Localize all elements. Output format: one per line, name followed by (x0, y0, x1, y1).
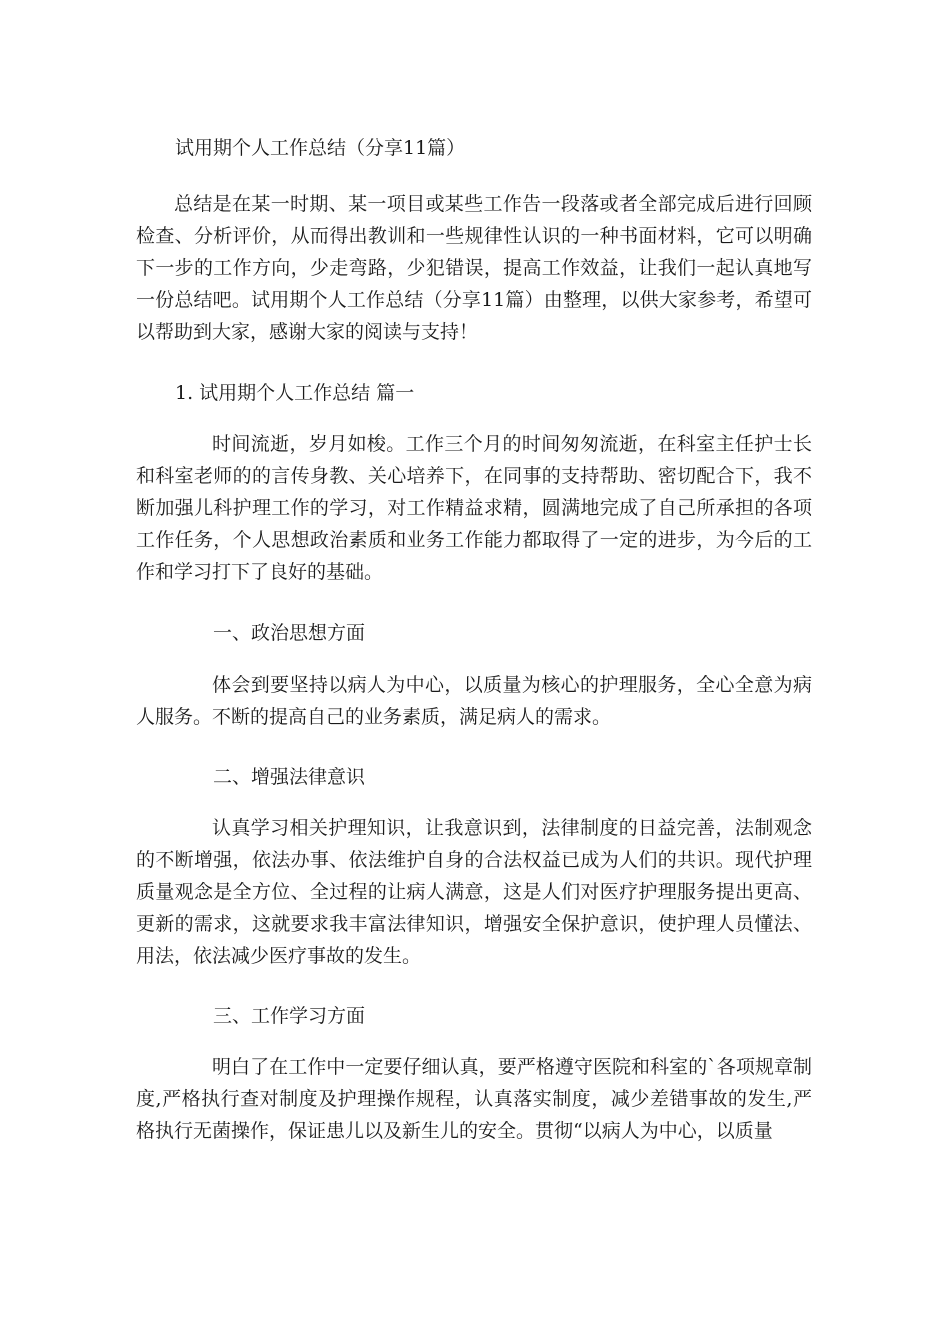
heading-work-study: 三、工作学习方面 (213, 1005, 366, 1027)
heading-legal-awareness: 二、增强法律意识 (213, 766, 366, 788)
political-thought-paragraph: 体会到要坚持以病人为中心，以质量为核心的护理服务，全心全意为病人服务。不断的提高自己的业务素质，满足病人的需求。 (136, 674, 812, 728)
heading-political-thought: 一、政治思想方面 (213, 622, 366, 644)
document-title: 试用期个人工作总结（分享11篇） (175, 137, 466, 159)
intro-paragraph: 总结是在某一时期、某一项目或某些工作告一段落或者全部完成后进行回顾检查、分析评价，从而得出教训和一些规律性认识的一种书面材料，它可以明确下一步的工作方向，少走弯路，少犯错误，提高工作效益，让我们一起认真地写一份总结吧。试用期个人工作总结（分享11篇）由整理，以供大家参考，希望可以帮助到大家，感谢大家的阅读与支持！ (136, 193, 812, 343)
work-study-paragraph: 明白了在工作中一定要仔细认真，要严格遵守医院和科室的`各项规章制度,严格执行查对制度及护理操作规程，认真落实制度，减少差错事故的发生,严格执行无菌操作，保证患儿以及新生儿的安全。贯彻“以病人为中心，以质量 (136, 1056, 812, 1142)
legal-awareness-paragraph: 认真学习相关护理知识，让我意识到，法律制度的日益完善，法制观念的不断增强，依法办事、依法维护自身的合法权益已成为人们的共识。现代护理质量观念是全方位、全过程的让病人满意，这是人们对医疗护理服务提出更高、更新的需求，这就要求我丰富法律知识，增强安全保护意识，使护理人员懂法、用法，依法减少医疗事故的发生。 (136, 817, 812, 967)
section-1-title: 1. 试用期个人工作总结 篇一 (175, 382, 415, 404)
section-1-intro-paragraph: 时间流逝，岁月如梭。工作三个月的时间匆匆流逝，在科室主任护士长和科室老师的的言传身教、关心培养下，在同事的支持帮助、密切配合下，我不断加强儿科护理工作的学习，对工作精益求精，圆满地完成了自己所承担的各项工作任务，个人思想政治素质和业务工作能力都取得了一定的进步，为今后的工作和学习打下了良好的基础。 (136, 433, 812, 583)
